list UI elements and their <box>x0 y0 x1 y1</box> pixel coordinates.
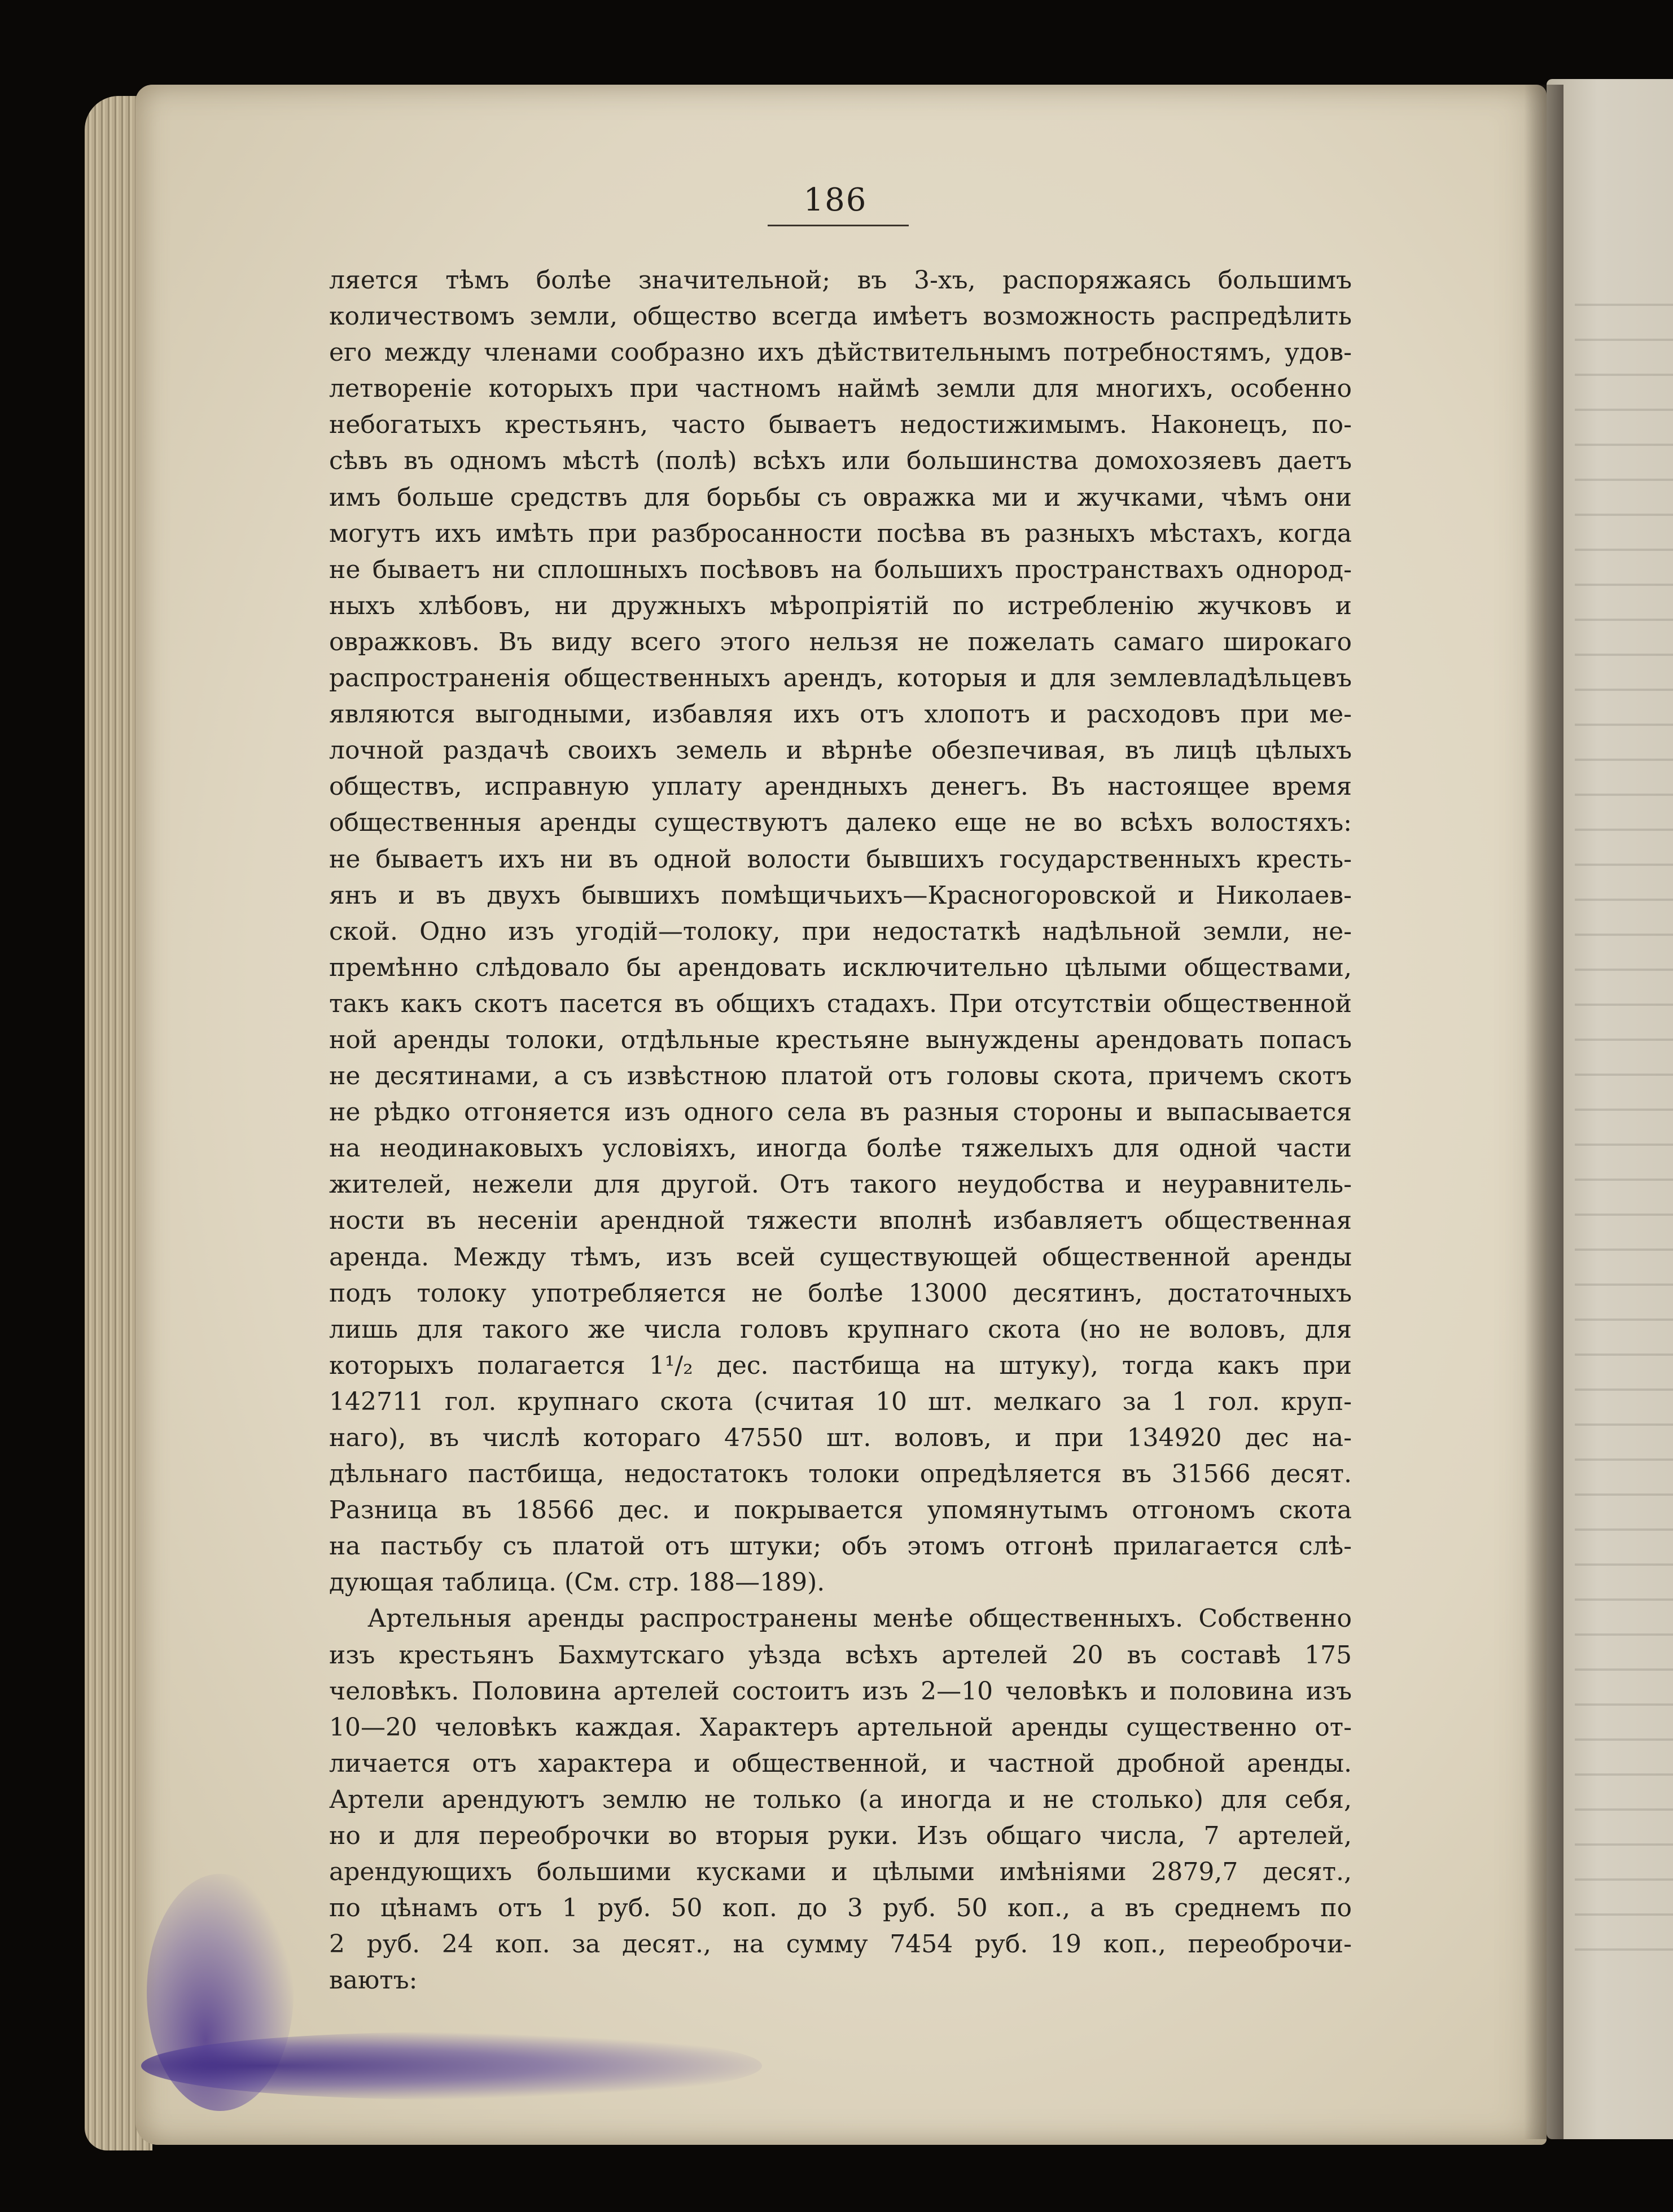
text-line: такъ какъ скотъ пасется въ общихъ стадахъ. При отсутствіи общественной <box>329 989 1352 1018</box>
text-line: янъ и въ двухъ бывшихъ помѣщичьихъ—Красногоровской и Николаев- <box>329 881 1352 910</box>
text-line: премѣнно слѣдовало бы арендовать исключительно цѣлыми обществами, <box>329 953 1352 982</box>
next-page-bleed <box>1575 271 1673 1964</box>
text-line: не бываетъ ихъ ни въ одной волости бывшихъ государственныхъ кресть- <box>329 844 1352 874</box>
text-line: на пастьбу съ платой отъ штуки; объ этомъ отгонѣ прилагается слѣ- <box>329 1532 1352 1561</box>
text-line: сѣвъ въ одномъ мѣстѣ (полѣ) всѣхъ или большинства домохозяевъ даетъ <box>329 446 1352 476</box>
text-line: имъ больше средствъ для борьбы съ овражка ми и жучками, чѣмъ они <box>329 483 1352 512</box>
gutter-shadow <box>1524 85 1563 2139</box>
text-line: не бываетъ ни сплошныхъ посѣвовъ на большихъ пространствахъ однород- <box>329 555 1352 584</box>
text-line: по цѣнамъ отъ 1 руб. 50 коп. до 3 руб. 50 коп., а въ среднемъ по <box>329 1894 1352 1923</box>
text-line: аренда. Между тѣмъ, изъ всей существующей общественной аренды <box>329 1242 1352 1272</box>
text-line: не десятинами, а съ извѣстною платой отъ головы скота, причемъ скотъ <box>329 1062 1352 1091</box>
text-line: его между членами сообразно ихъ дѣйствительнымъ потребностямъ, удов- <box>329 338 1352 367</box>
text-line: небогатыхъ крестьянъ, часто бываетъ недостижимымъ. Наконецъ, по- <box>329 410 1352 440</box>
text-line: ваютъ: <box>329 1966 418 1995</box>
ink-stain-bottom <box>141 2032 762 2100</box>
text-line: дующая таблица. (См. стр. 188—189). <box>329 1568 825 1597</box>
text-line: Артельныя аренды распространены менѣе общественныхъ. Собственно <box>367 1604 1352 1633</box>
text-line: не рѣдко отгоняется изъ одного села въ разныя стороны и выпасывается <box>329 1098 1352 1127</box>
text-line: обществъ, исправную уплату арендныхъ денегъ. Въ настоящее время <box>329 772 1352 801</box>
text-line: арендующихъ большими кусками и цѣлыми имѣніями 2879,7 десят., <box>329 1858 1352 1887</box>
text-line: ской. Одно изъ угодій—толоку, при недостаткѣ надѣльной земли, не- <box>329 917 1352 946</box>
text-line: подъ толоку употребляется не болѣе 13000 десятинъ, достаточныхъ <box>329 1278 1352 1308</box>
text-line: могутъ ихъ имѣть при разбросанности посѣва въ разныхъ мѣстахъ, когда <box>329 519 1352 548</box>
body-text <box>329 262 1352 1999</box>
text-line: количествомъ земли, общество всегда имѣетъ возможность распредѣлить <box>329 302 1352 331</box>
text-line: 10—20 человѣкъ каждая. Характеръ артельной аренды существенно от- <box>329 1712 1352 1742</box>
text-line: человѣкъ. Половина артелей состоитъ изъ 2—10 человѣкъ и половина изъ <box>329 1676 1352 1706</box>
text-line: личается отъ характера и общественной, и частной дробной аренды. <box>329 1749 1352 1778</box>
text-line: жителей, нежели для другой. Отъ такого неудобства и неуравнитель- <box>329 1170 1352 1199</box>
text-line: изъ крестьянъ Бахмутскаго уѣзда всѣхъ артелей 20 въ составѣ 175 <box>329 1640 1352 1670</box>
text-line: 142711 гол. крупнаго скота (считая 10 шт. мелкаго за 1 гол. круп- <box>329 1387 1352 1416</box>
text-line: дѣльнаго пастбища, недостатокъ толоки опредѣляется въ 31566 десят. <box>329 1460 1352 1489</box>
text-line: овражковъ. Въ виду всего этого нельзя не пожелать самаго широкаго <box>329 627 1352 656</box>
header-rule <box>768 225 909 226</box>
text-line: но и для переоброчки во вторыя руки. Изъ общаго числа, 7 артелей, <box>329 1821 1352 1851</box>
text-line: Артели арендуютъ землю не только (а иногда и не столько) для себя, <box>329 1785 1352 1814</box>
text-line: лочной раздачѣ своихъ земель и вѣрнѣе обезпечивая, въ лицѣ цѣлыхъ <box>329 736 1352 765</box>
text-line: 2 руб. 24 коп. за десят., на сумму 7454 руб. 19 коп., переоброчи- <box>329 1930 1352 1959</box>
text-line: являются выгодными, избавляя ихъ отъ хлопотъ и расходовъ при ме- <box>329 700 1352 729</box>
text-line: летвореніе которыхъ при частномъ наймѣ земли для многихъ, особенно <box>329 374 1352 404</box>
text-line: ныхъ хлѣбовъ, ни дружныхъ мѣропріятій по истребленію жучковъ и <box>329 591 1352 620</box>
text-line: ности въ несеніи арендной тяжести вполнѣ избавляетъ общественная <box>329 1206 1352 1236</box>
text-line: распространенія общественныхъ арендъ, которыя и для землевладѣльцевъ <box>329 664 1352 693</box>
text-line: Разница въ 18566 дес. и покрывается упомянутымъ отгономъ скота <box>329 1496 1352 1525</box>
text-line: общественныя аренды существуютъ далеко еще не во всѣхъ волостяхъ: <box>329 808 1352 838</box>
text-line: ляется тѣмъ болѣе значительной; въ 3-хъ, распоряжаясь большимъ <box>329 266 1352 295</box>
text-line: лишь для такого же числа головъ крупнаго скота (но не воловъ, для <box>329 1315 1352 1344</box>
text-line: наго), въ числѣ котораго 47550 шт. воловъ, и при 134920 дес на- <box>329 1423 1352 1452</box>
text-line: на неодинаковыхъ условіяхъ, иногда болѣе тяжелыхъ для одной части <box>329 1134 1352 1163</box>
text-line: которыхъ полагается 1¹/₂ дес. пастбища на штуку), тогда какъ при <box>329 1351 1352 1380</box>
text-line: ной аренды толоки, отдѣльные крестьяне вынуждены арендовать попасъ <box>329 1025 1352 1054</box>
page-number: 186 <box>803 182 868 218</box>
